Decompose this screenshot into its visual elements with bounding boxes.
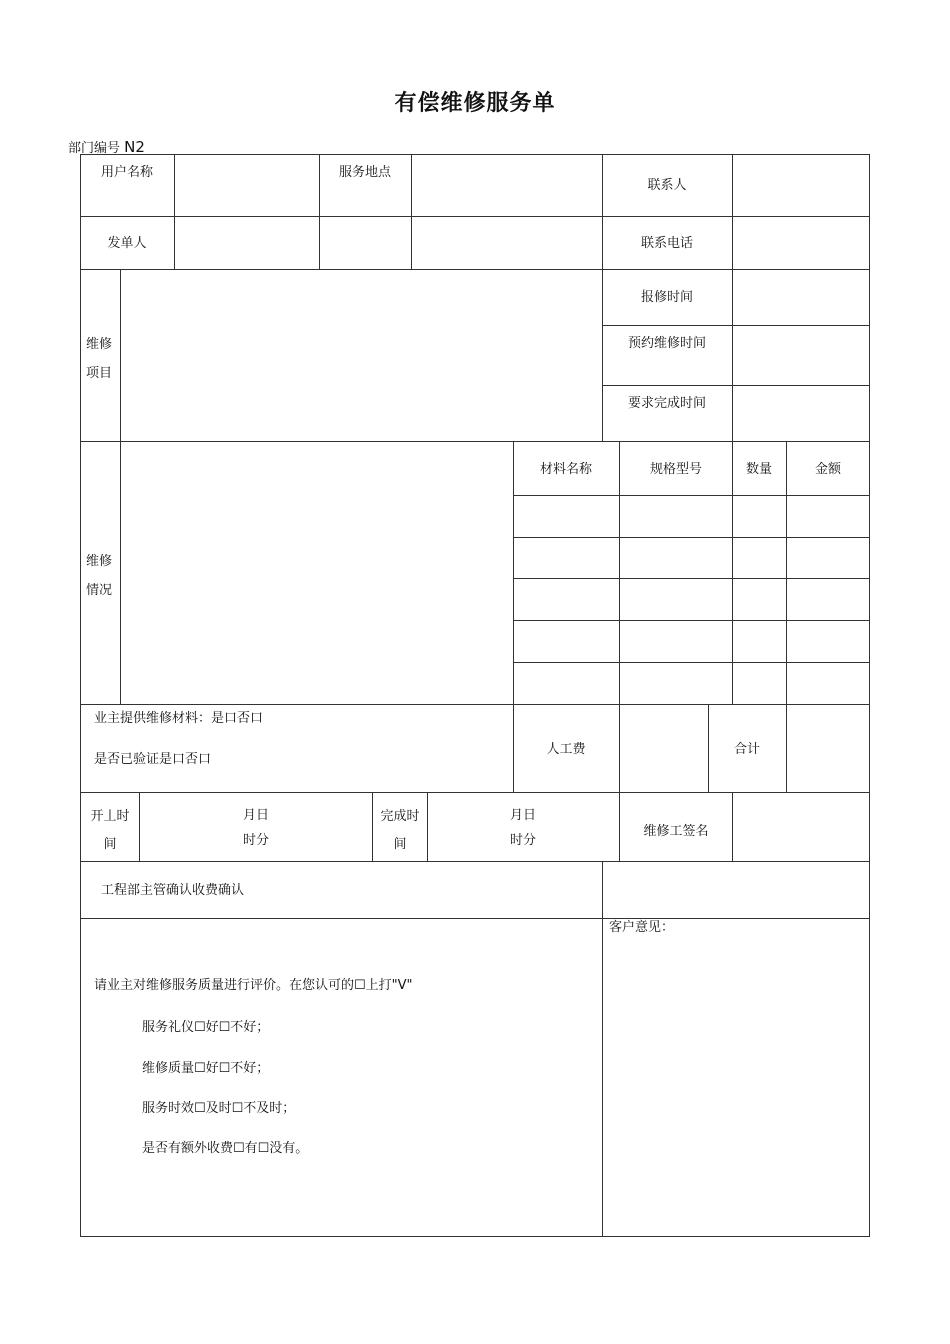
finish-time-month-day: 月日 [509,808,537,823]
finish-time-hour-minute: 时分 [509,833,537,848]
material-spec-header: 规格型号 [649,462,703,477]
material-quantity-header: 数量 [745,462,773,477]
report-time-field[interactable] [733,270,869,325]
report-time-label: 报修时间 [640,290,694,305]
start-time-month-day: 月日 [242,808,270,823]
service-location-label: 服务地点 [338,165,392,180]
evaluation-extra-charge[interactable]: 是否有额外收费☐有☐没有。 [142,1141,309,1156]
technician-signature-label: 维修工签名 [643,824,709,839]
evaluation-etiquette[interactable]: 服务礼仪☐好☐不好； [142,1020,270,1035]
materials-verified: 是否已验证是口否口 [94,752,212,767]
repair-status-field[interactable] [121,442,513,704]
labor-fee-label: 人工费 [546,742,586,757]
evaluation-timeliness[interactable]: 服务时效☐及时☐不及时； [142,1101,296,1116]
total-label: 合计 [733,742,761,757]
appointment-time-field[interactable] [733,326,869,385]
appointment-time-label: 预约维修时间 [627,336,707,351]
customer-opinion-label: 客户意见： [609,920,675,935]
repair-status-label-line2: 情况 [86,583,113,598]
evaluation-intro: 请业主对维修服务质量进行评价。在您认可的☐上打"V" [94,978,413,993]
finish-time-label-line1: 完成时 [380,809,420,824]
contact-phone-label: 联系电话 [640,236,694,251]
technician-signature-field[interactable] [733,793,869,861]
total-field[interactable] [787,705,869,792]
repair-item-label-line2: 项目 [86,366,113,381]
labor-fee-field[interactable] [620,705,708,792]
form-title: 有偿维修服务单 [394,91,556,116]
department-label: 部门编号 [68,141,121,156]
contact-person-field[interactable] [733,155,869,216]
repair-item-label-line1: 维修 [86,337,113,352]
issuer-label: 发单人 [107,236,147,251]
start-time-hour-minute: 时分 [242,833,270,848]
contact-person-label: 联系人 [647,178,687,193]
customer-opinion-field[interactable] [603,938,869,1236]
service-location-field[interactable] [412,155,602,216]
repair-status-label-line1: 维修 [86,554,113,569]
user-name-field[interactable] [175,155,319,216]
issuer-field[interactable] [175,217,319,269]
service-form [80,154,870,1237]
repair-item-field[interactable] [121,270,602,441]
material-name-header: 材料名称 [539,462,593,477]
engineering-confirm-label: 工程部主管确认收费确认 [101,883,245,898]
material-amount-header: 金额 [814,462,842,477]
engineering-confirm-field[interactable] [603,862,869,918]
department-code: N2 [124,138,145,156]
start-time-label-line2: 间 [103,837,117,852]
evaluation-quality[interactable]: 维修质量☐好☐不好； [142,1061,270,1076]
start-time-label-line1: 开丄时 [90,809,130,824]
finish-time-label-line2: 间 [393,837,407,852]
required-completion-time-label: 要求完成时间 [627,396,707,411]
user-name-label: 用户名称 [100,165,154,180]
required-completion-time-field[interactable] [733,386,869,441]
owner-materials-provided: 业主提供维修材料：是口否口 [94,711,264,726]
contact-phone-field[interactable] [733,217,869,269]
